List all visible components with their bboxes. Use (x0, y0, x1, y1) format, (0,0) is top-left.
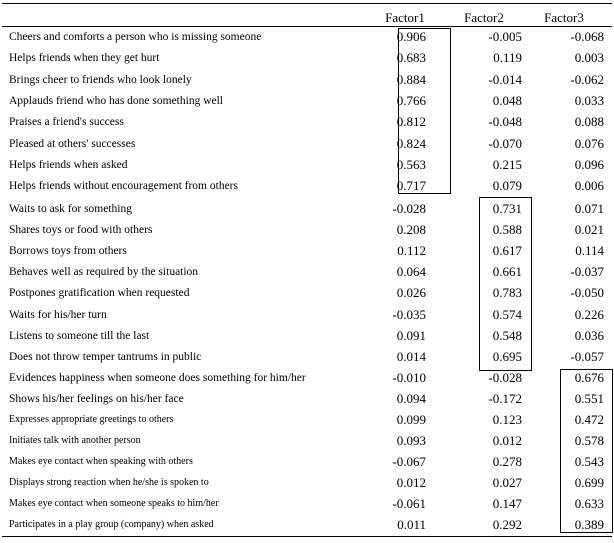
factor1-loading: 0.824 (396, 135, 426, 151)
factor2-loading: -0.172 (488, 391, 522, 406)
factor3-loading: -0.050 (570, 285, 604, 301)
factor3-loading: -0.068 (570, 29, 604, 44)
factor2-loading: 0.147 (492, 496, 522, 511)
factor2-loading: 0.119 (493, 50, 522, 66)
factor1-loading: 0.012 (396, 475, 426, 490)
item-label: Expresses appropriate greetings to others (9, 414, 174, 425)
item-label: Waits for his/her turn (9, 308, 107, 321)
factor1-loading: 0.064 (396, 264, 426, 280)
item-label: Participates in a play group (company) when asked (9, 519, 214, 530)
item-label: Shows his/her feelings on his/her face (9, 393, 184, 405)
item-label: Helps friends without encouragement from others (9, 180, 238, 193)
factor1-loading: 0.094 (396, 391, 426, 406)
item-label: Initiates talk with another person (9, 435, 141, 446)
factor1-loading: 0.906 (396, 29, 426, 44)
factor1-loading: -0.061 (392, 496, 426, 511)
factor1-group-box (398, 28, 451, 194)
factor2-loading: -0.028 (488, 370, 522, 385)
factor2-group-box (479, 197, 532, 371)
factor1-loading: 0.099 (396, 412, 426, 427)
item-label: Helps friends when they get hurt (9, 52, 160, 65)
item-label: Listens to someone till the last (9, 329, 150, 342)
table-top-rule (2, 3, 612, 4)
table-row (0, 93, 614, 113)
item-label: Makes eye contact when someone speaks to him/her (9, 498, 219, 509)
factor3-loading: 0.071 (574, 201, 604, 216)
item-label: Pleased at others' successes (9, 137, 136, 150)
item-label: Applauds friend who has done something well (9, 94, 223, 107)
table-row (0, 72, 614, 92)
factor2-loading: 0.215 (492, 156, 522, 172)
factor1-loading: -0.067 (392, 454, 426, 469)
factor3-loading: -0.037 (570, 264, 604, 280)
table-row (0, 114, 614, 134)
factor3-loading: 0.003 (574, 50, 604, 66)
factor3-loading: 0.036 (574, 327, 604, 343)
factor2-loading: 0.661 (492, 264, 522, 280)
table-row (0, 475, 614, 495)
factor1-loading: 0.014 (396, 348, 426, 364)
table-row (0, 517, 614, 537)
factor3-loading: 0.676 (574, 370, 604, 385)
factor1-loading: -0.035 (392, 306, 426, 322)
factor3-loading: 0.389 (574, 517, 604, 532)
item-label: Behaves well as required by the situation (9, 266, 199, 279)
factor1-loading: 0.563 (396, 156, 426, 172)
item-label: Postpones gratification when requested (9, 287, 190, 300)
factor2-loading: -0.048 (488, 114, 522, 130)
factor2-loading: 0.617 (492, 243, 522, 259)
factor2-loading: 0.588 (492, 222, 522, 238)
item-label: Makes eye contact when speaking with others (9, 456, 193, 467)
item-label: Does not throw temper tantrums in public (9, 350, 202, 363)
factor3-loading: 0.096 (574, 156, 604, 172)
factor2-loading: 0.278 (492, 454, 522, 469)
item-label: Waits to ask for something (9, 203, 133, 215)
table-row (0, 391, 614, 411)
table-bottom-rule (2, 536, 612, 537)
table-row (0, 136, 614, 156)
factor3-loading: 0.033 (574, 92, 604, 108)
factor3-loading: 0.551 (574, 391, 604, 406)
factor3-loading: -0.057 (570, 348, 604, 364)
factor1-loading: 0.093 (396, 433, 426, 448)
factor2-loading: 0.123 (492, 412, 522, 427)
factor1-loading: -0.028 (392, 201, 426, 216)
factor2-loading: 0.292 (492, 517, 522, 532)
table-row (0, 178, 614, 198)
table-row (0, 454, 614, 474)
table-row (0, 50, 614, 70)
factor3-loading: 0.076 (574, 135, 604, 151)
factor1-loading: 0.208 (396, 222, 426, 238)
factor3-loading: 0.472 (574, 412, 604, 427)
factor1-loading: 0.112 (397, 243, 426, 259)
item-label: Evidences happiness when someone does something for him/her (9, 372, 306, 384)
factor1-loading: 0.091 (396, 327, 426, 343)
table-row (0, 370, 614, 390)
item-label: Borrows toys from others (9, 245, 127, 258)
factor3-loading: 0.114 (575, 243, 604, 259)
factor2-loading: 0.731 (492, 201, 522, 216)
header-factor2: Factor2 (464, 10, 504, 25)
factor3-loading: 0.633 (574, 496, 604, 511)
factor3-loading: 0.226 (574, 306, 604, 322)
factor1-loading: 0.683 (396, 50, 426, 66)
header-factor1: Factor1 (385, 10, 425, 25)
factor2-loading: 0.695 (492, 348, 522, 364)
factor2-loading: 0.783 (492, 285, 522, 301)
factor2-loading: -0.005 (488, 29, 522, 44)
item-label: Shares toys or food with others (9, 224, 153, 237)
table-row (0, 496, 614, 516)
factor3-group-box (560, 369, 613, 533)
factor3-loading: 0.578 (574, 433, 604, 448)
factor3-loading: 0.699 (574, 475, 604, 490)
item-label: Cheers and comforts a person who is missing someone (9, 31, 262, 43)
factor2-loading: -0.014 (488, 71, 522, 87)
factor2-loading: 0.079 (492, 178, 522, 194)
factor3-loading: 0.543 (574, 454, 604, 469)
table-row (0, 412, 614, 432)
factor1-loading: 0.766 (396, 92, 426, 108)
factor1-loading: 0.026 (396, 285, 426, 301)
factor2-loading: 0.048 (492, 92, 522, 108)
item-label: Praises a friend's success (9, 116, 124, 129)
factor1-loading: 0.011 (397, 517, 426, 532)
factor2-loading: 0.027 (492, 475, 522, 490)
factor1-loading: 0.884 (396, 71, 426, 87)
factor2-loading: 0.548 (492, 327, 522, 343)
factor2-loading: 0.012 (492, 433, 522, 448)
factor2-loading: -0.070 (488, 135, 522, 151)
item-label: Brings cheer to friends who look lonely (9, 73, 192, 86)
factor3-loading: 0.006 (574, 178, 604, 194)
factor3-loading: 0.088 (574, 114, 604, 130)
table-row (0, 157, 614, 177)
factor1-loading: -0.010 (392, 370, 426, 385)
factor3-loading: 0.021 (574, 222, 604, 238)
header-rule (2, 26, 612, 27)
factor3-loading: -0.062 (570, 71, 604, 87)
header-factor3: Factor3 (544, 10, 584, 25)
table-row (0, 433, 614, 453)
item-label: Displays strong reaction when he/she is spoken to (9, 477, 209, 488)
factor1-loading: 0.717 (396, 178, 426, 194)
factor1-loading: 0.812 (396, 114, 426, 130)
table-row (0, 29, 614, 49)
factor2-loading: 0.574 (492, 306, 522, 322)
item-label: Helps friends when asked (9, 158, 128, 171)
